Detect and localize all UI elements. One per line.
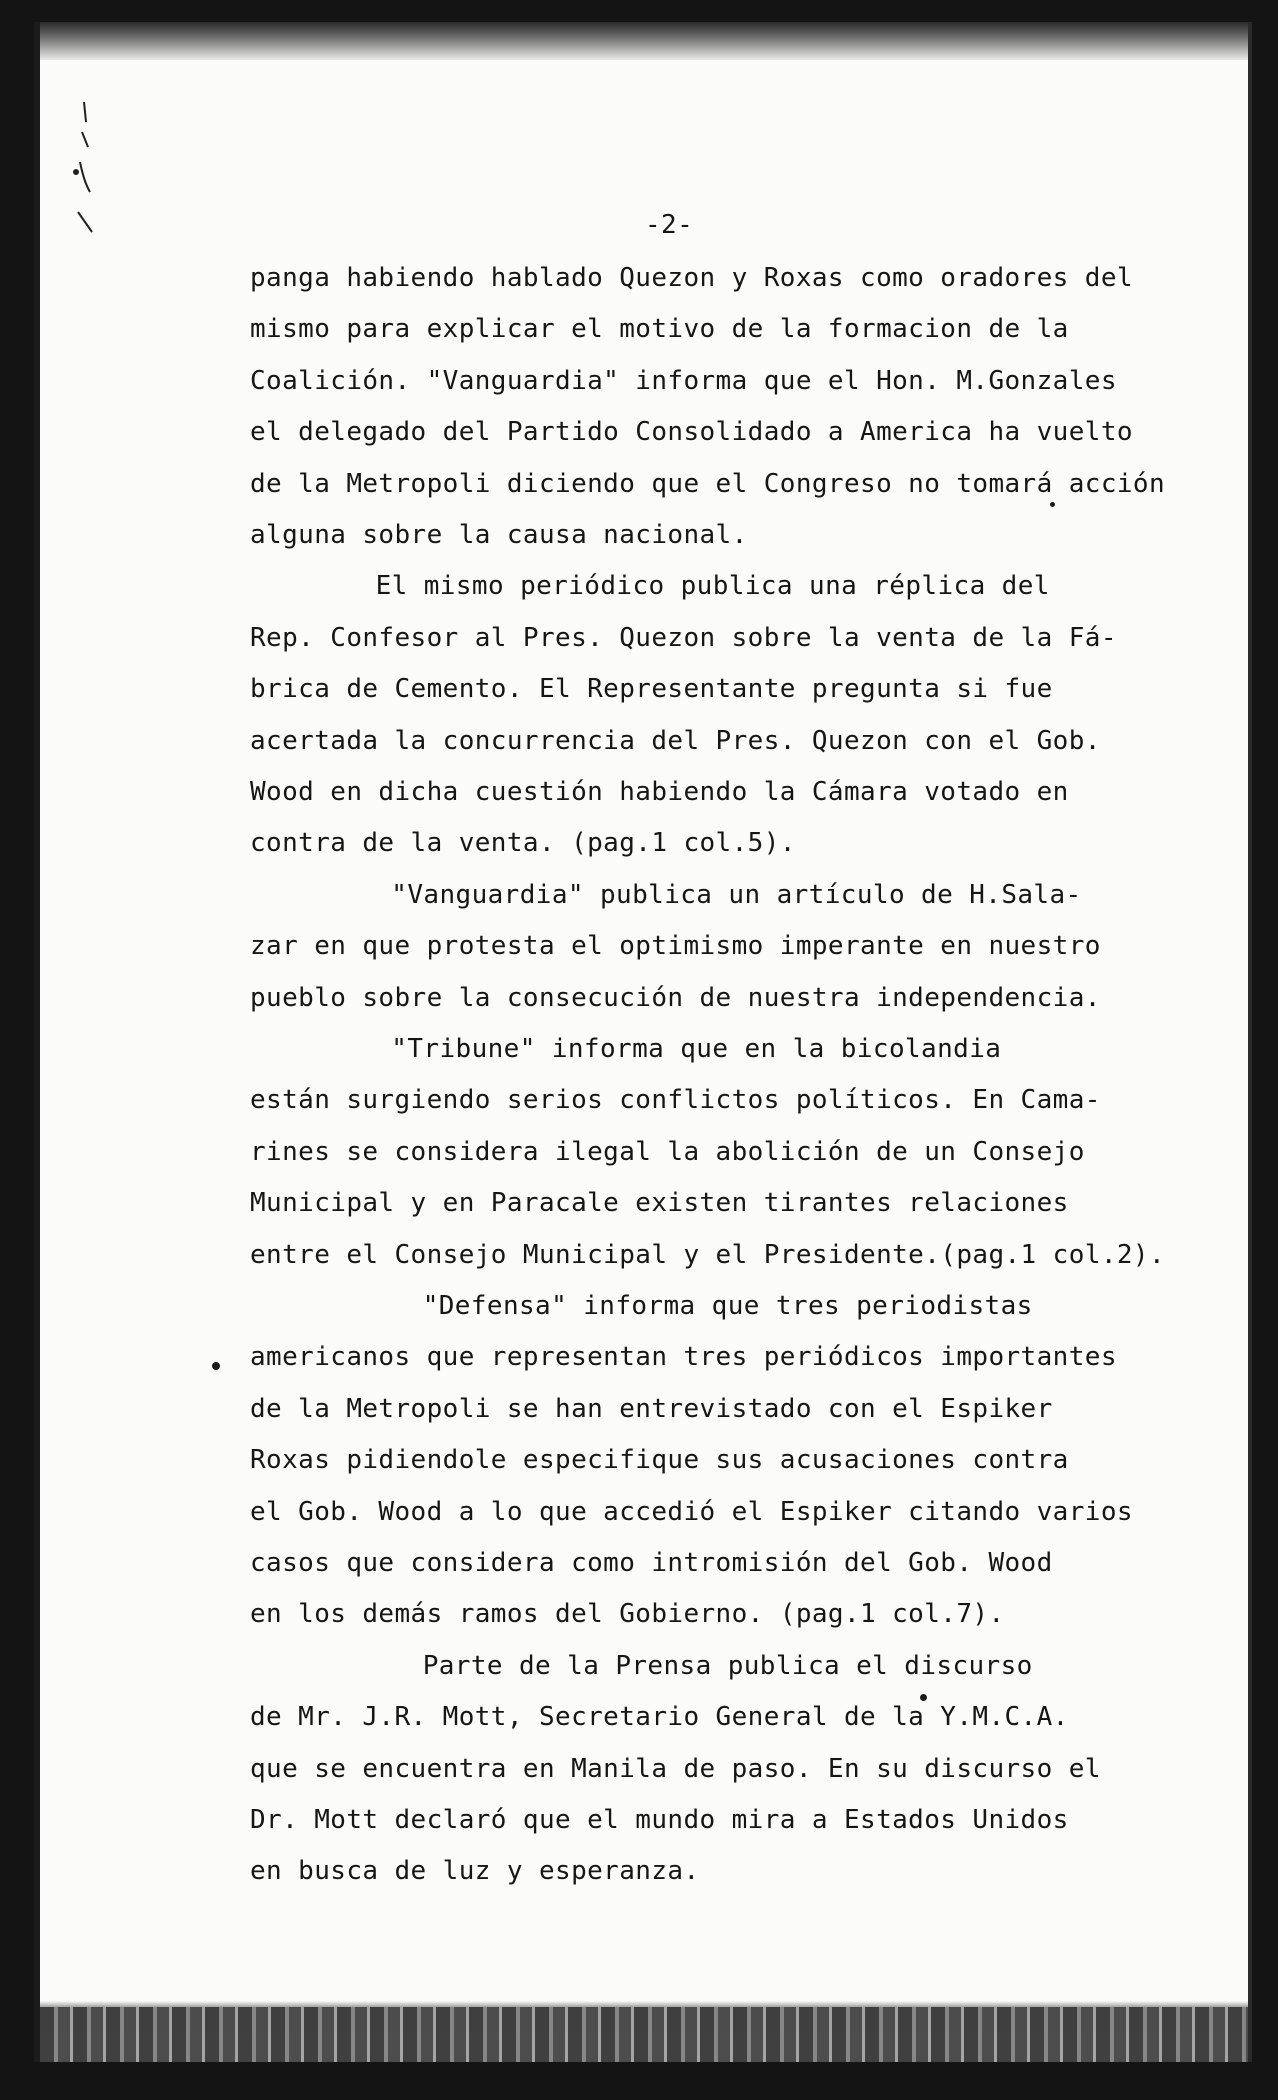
text-line: Dr. Mott declaró que el mundo mira a Estados Unidos	[250, 1805, 1069, 1835]
text-line: Parte de la Prensa publica el discurso	[422, 1650, 1033, 1681]
scan-bottom-edge	[40, 2007, 1248, 2062]
text-line: de la Metropoli se han entrevistado con el Espiker	[250, 1393, 1053, 1424]
text-line: zar en que protesta el optimismo imperante en nuestro	[250, 931, 1101, 962]
ink-dot	[212, 1362, 220, 1370]
document-page	[34, 22, 1252, 2062]
text-line: "Defensa" informa que tres periodistas	[422, 1291, 1033, 1321]
text-line: rines se considera ilegal la abolición de un Consejo	[250, 1136, 1085, 1167]
text-line: Rep. Confesor al Pres. Quezon sobre la venta de la Fá-	[250, 622, 1117, 653]
text-line: el delegado del Partido Consolidado a America ha vuelto	[250, 417, 1133, 448]
text-line: panga habiendo hablado Quezon y Roxas como oradores del	[250, 263, 1133, 293]
ink-dot	[1050, 502, 1055, 507]
text-line: en los demás ramos del Gobierno. (pag.1 col.7).	[250, 1599, 1005, 1630]
text-line: Municipal y en Paracale existen tirantes relaciones	[250, 1188, 1069, 1219]
scan-top-edge	[40, 22, 1248, 60]
text-line: en busca de luz y esperanza.	[250, 1856, 700, 1887]
text-line: Roxas pidiendole especifique sus acusaciones contra	[250, 1445, 1069, 1476]
text-line: americanos que representan tres periódicos importantes	[250, 1342, 1117, 1373]
text-line: el Gob. Wood a lo que accedió el Espiker citando varios	[250, 1496, 1133, 1527]
text-line: Wood en dicha cuestión habiendo la Cámara votado en	[250, 777, 1069, 807]
text-line: brica de Cemento. El Representante pregunta si fue	[250, 674, 1053, 705]
text-line: El mismo periódico publica una réplica del	[375, 571, 1050, 602]
text-line: entre el Consejo Municipal y el Presidente.(pag.1 col.2).	[250, 1239, 1166, 1270]
text-line: están surgiendo serios conflictos políticos. En Cama-	[250, 1085, 1101, 1116]
ink-dot	[920, 1694, 927, 1701]
text-line: mismo para explicar el motivo de la formacion de la	[250, 314, 1069, 345]
text-line: que se encuentra en Manila de paso. En su discurso el	[250, 1753, 1101, 1784]
text-line: "Vanguardia" publica un artículo de H.Sala-	[391, 879, 1082, 910]
text-line: Coalición. "Vanguardia" informa que el Hon. M.Gonzales	[250, 365, 1117, 396]
text-line: casos que considera como intromisión del Gob. Wood	[250, 1548, 1053, 1578]
text-line: alguna sobre la causa nacional.	[250, 520, 748, 550]
text-line: acertada la concurrencia del Pres. Quezon con el Gob.	[250, 725, 1101, 756]
edge-ink-marks	[70, 92, 100, 252]
text-line: contra de la venta. (pag.1 col.5).	[250, 828, 796, 859]
text-line: de Mr. J.R. Mott, Secretario General de la Y.M.C.A.	[250, 1702, 1069, 1733]
text-line: de la Metropoli diciendo que el Congreso no tomará acción	[250, 468, 1166, 499]
text-line: "Tribune" informa que en la bicolandia	[391, 1034, 1002, 1064]
page-number: -2-	[645, 210, 694, 240]
text-line: pueblo sobre la consecución de nuestra independencia.	[250, 982, 1101, 1013]
